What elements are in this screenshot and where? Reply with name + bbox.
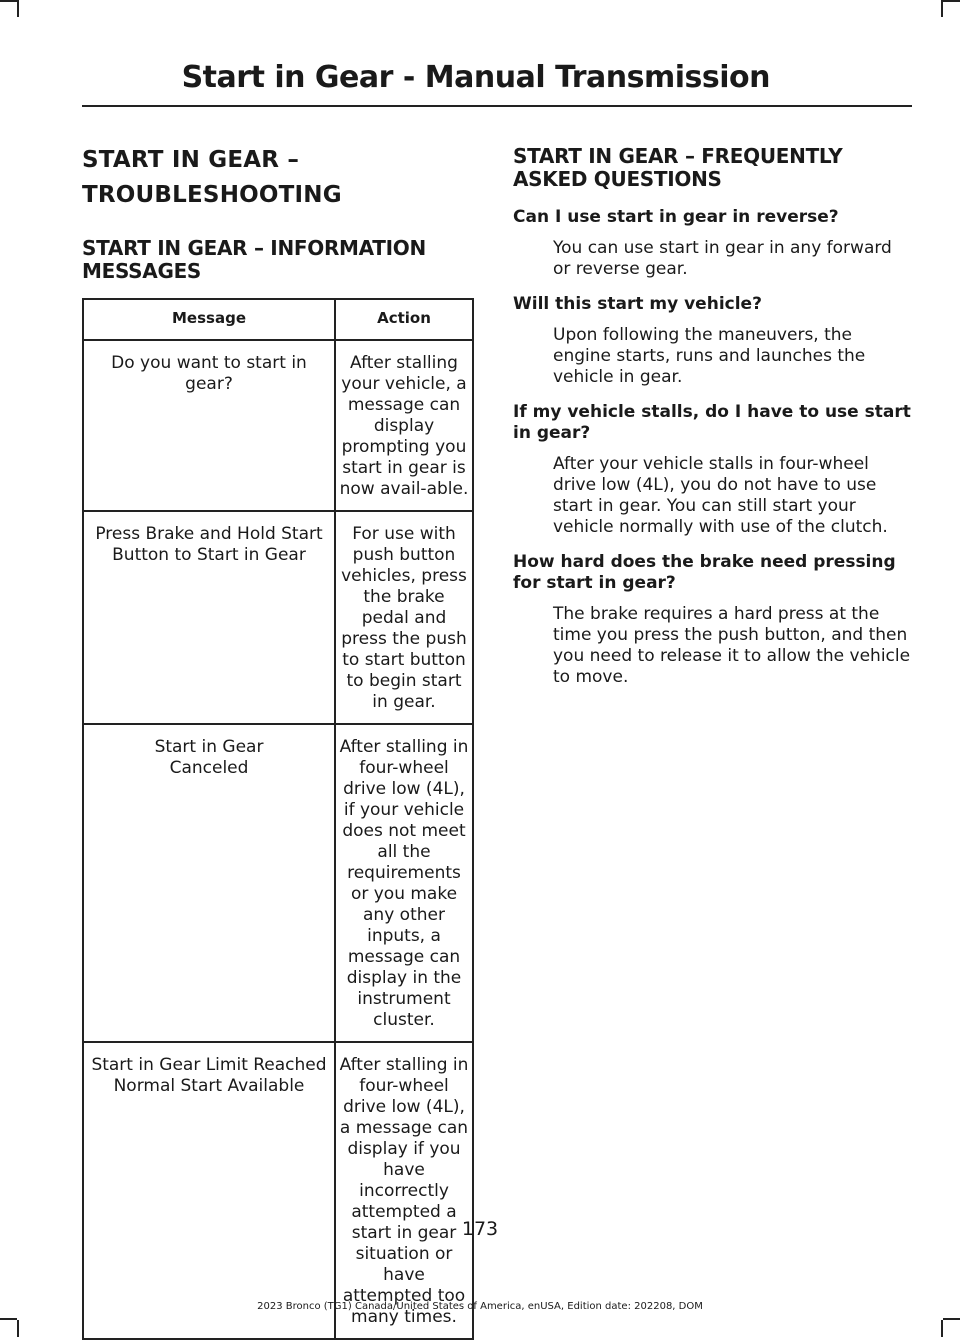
column-header-message: Message — [83, 299, 335, 340]
footer-edition-info: 2023 Bronco (TG1) Canada/United States of America, enUSA, Edition date: 202208, DOM — [257, 1301, 703, 1312]
table-row — [83, 724, 473, 1042]
crop-mark — [943, 1318, 960, 1320]
crop-mark — [941, 0, 943, 17]
faq-answer: Upon following the maneuvers, the engine starts, runs and launches the vehicle in gear. — [553, 325, 866, 387]
faq-question: Will this start my vehicle? — [513, 294, 762, 314]
section-heading — [82, 145, 474, 215]
table-row — [83, 340, 473, 511]
message-cell: Start in Gear Canceled — [83, 724, 335, 1042]
action-cell: After stalling in four-wheel drive low (4L), if your vehicle does not meet all the requirements or you make any other inputs, a message can display in the instrument cluster. — [335, 724, 473, 1042]
right-column — [513, 145, 911, 688]
message-cell: Do you want to start in gear? — [83, 340, 335, 511]
section-heading-line2: TROUBLESHOOTING — [82, 182, 342, 208]
table-row — [83, 511, 473, 724]
crop-mark — [17, 1320, 19, 1337]
action-cell: After stalling in four-wheel drive low (4L), a message can display if you have incorrectly attempted a start in gear situation or have attempted too many times. — [335, 1042, 473, 1339]
subsection-heading: START IN GEAR – INFORMATION MESSAGES — [82, 236, 426, 283]
table-header-row — [83, 299, 473, 340]
messages-table — [82, 298, 474, 1340]
crop-mark — [0, 1318, 17, 1320]
faq-heading: START IN GEAR – FREQUENTLY ASKED QUESTIONS — [513, 144, 843, 191]
column-header-action: Action — [335, 299, 473, 340]
faq-question: Can I use start in gear in reverse? — [513, 207, 839, 227]
crop-mark — [943, 0, 960, 2]
faq-question: If my vehicle stalls, do I have to use start in gear? — [513, 402, 911, 443]
left-column — [82, 145, 474, 283]
faq-question: How hard does the brake need pressing for start in gear? — [513, 552, 896, 593]
crop-mark — [0, 0, 17, 2]
crop-mark — [941, 1320, 943, 1337]
action-cell: After stalling your vehicle, a message can display prompting you start in gear is now avail-able. — [335, 340, 473, 511]
crop-mark — [17, 0, 19, 17]
message-cell: Start in Gear Limit Reached Normal Start Available — [83, 1042, 335, 1339]
faq-answer: After your vehicle stalls in four-wheel drive low (4L), you do not have to use start in gear. You can still start your vehicle normally with use of the clutch. — [553, 454, 888, 537]
message-cell: Press Brake and Hold Start Button to Start in Gear — [83, 511, 335, 724]
section-heading-line1: START IN GEAR – — [82, 147, 300, 173]
faq-answer: You can use start in gear in any forward or reverse gear. — [553, 238, 892, 279]
page-number: 173 — [461, 1218, 499, 1240]
faq-answer: The brake requires a hard press at the time you press the push button, and then you need to release it to allow the vehicle to move. — [553, 604, 911, 687]
header-divider — [82, 105, 912, 107]
page-header-title: Start in Gear - Manual Transmission — [181, 60, 770, 95]
action-cell: For use with push button vehicles, press the brake pedal and press the push to start button to begin start in gear. — [335, 511, 473, 724]
table-row — [83, 1042, 473, 1339]
